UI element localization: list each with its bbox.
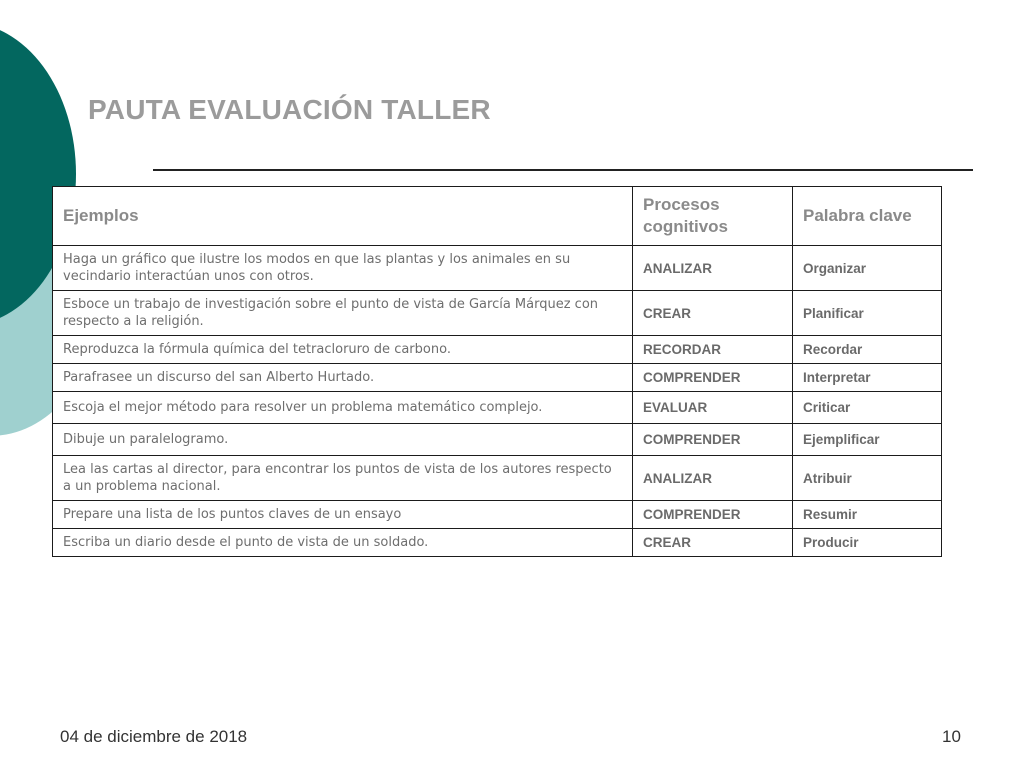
- header-ejemplos: Ejemplos: [53, 187, 633, 246]
- proceso-cell: COMPRENDER: [633, 501, 793, 529]
- ejemplo-cell: Escoja el mejor método para resolver un problema matemático complejo.: [53, 392, 633, 424]
- title-underline: [153, 169, 973, 171]
- ejemplo-cell: Haga un gráfico que ilustre los modos en que las plantas y los animales en su vecindario interactúan unos con otros.: [53, 246, 633, 291]
- table-row: [53, 364, 942, 392]
- proceso-cell: COMPRENDER: [633, 424, 793, 456]
- palabra-clave-cell: Atribuir: [793, 456, 942, 501]
- table-row: [53, 246, 942, 291]
- proceso-cell: CREAR: [633, 291, 793, 336]
- table-header-row: [53, 187, 942, 246]
- table-row: [53, 336, 942, 364]
- palabra-clave-cell: Criticar: [793, 392, 942, 424]
- table-row: [53, 392, 942, 424]
- proceso-cell: CREAR: [633, 529, 793, 557]
- page-number: 10: [942, 727, 961, 746]
- palabra-clave-cell: Resumir: [793, 501, 942, 529]
- ejemplo-cell: Dibuje un paralelogramo.: [53, 424, 633, 456]
- ejemplo-cell: Prepare una lista de los puntos claves de un ensayo: [53, 501, 633, 529]
- table-row: [53, 424, 942, 456]
- slide-title: PAUTA EVALUACIÓN TALLER: [88, 94, 491, 125]
- table-row: [53, 291, 942, 336]
- palabra-clave-cell: Ejemplificar: [793, 424, 942, 456]
- ejemplo-cell: Escriba un diario desde el punto de vista de un soldado.: [53, 529, 633, 557]
- proceso-cell: RECORDAR: [633, 336, 793, 364]
- ejemplo-cell: Parafrasee un discurso del san Alberto Hurtado.: [53, 364, 633, 392]
- proceso-cell: COMPRENDER: [633, 364, 793, 392]
- header-palabra-clave: Palabra clave: [793, 187, 942, 246]
- table-row: [53, 456, 942, 501]
- palabra-clave-cell: Producir: [793, 529, 942, 557]
- ejemplo-cell: Esboce un trabajo de investigación sobre el punto de vista de García Márquez con respecto a la religión.: [53, 291, 633, 336]
- palabra-clave-cell: Interpretar: [793, 364, 942, 392]
- proceso-cell: ANALIZAR: [633, 246, 793, 291]
- header-procesos-cognitivos: Procesos cognitivos: [633, 187, 793, 246]
- table-row: [53, 529, 942, 557]
- palabra-clave-cell: Recordar: [793, 336, 942, 364]
- evaluation-table: [52, 186, 942, 557]
- palabra-clave-cell: Organizar: [793, 246, 942, 291]
- ejemplo-cell: Reproduzca la fórmula química del tetracloruro de carbono.: [53, 336, 633, 364]
- palabra-clave-cell: Planificar: [793, 291, 942, 336]
- proceso-cell: ANALIZAR: [633, 456, 793, 501]
- footer-date: 04 de diciembre de 2018: [60, 727, 248, 746]
- table-row: [53, 501, 942, 529]
- proceso-cell: EVALUAR: [633, 392, 793, 424]
- ejemplo-cell: Lea las cartas al director, para encontrar los puntos de vista de los autores respecto a un problema nacional.: [53, 456, 633, 501]
